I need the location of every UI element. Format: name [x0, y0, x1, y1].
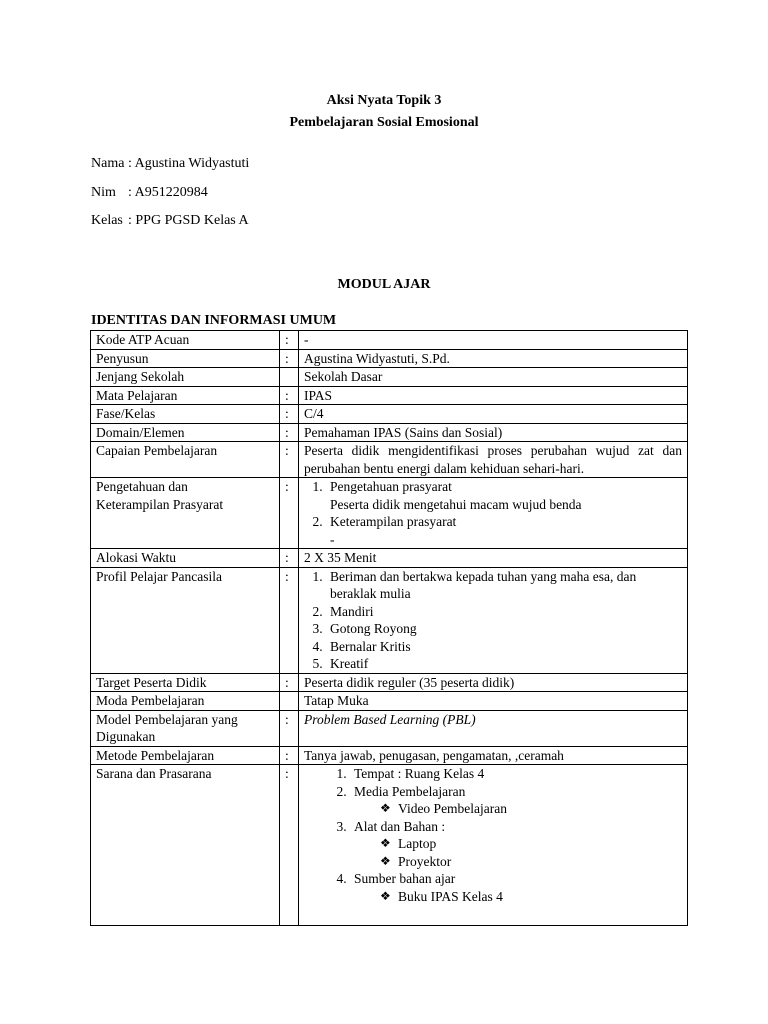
list-item-text: Tempat : Ruang Kelas 4 — [354, 766, 485, 781]
list-item: 1. Beriman dan bertakwa kepada tuhan yang maha esa, dan beraklak mulia — [326, 568, 682, 603]
identity-table — [90, 330, 688, 926]
row-label-line: Digunakan — [96, 729, 156, 744]
row-separator: : — [280, 567, 299, 673]
author-class-value: PPG PGSD Kelas A — [135, 213, 249, 228]
table-row-penyusun — [91, 349, 688, 368]
list-item-text: 1. Pengetahuan prasyarat — [330, 479, 452, 494]
diamond-bullet-icon: ❖ — [380, 853, 391, 868]
row-label: Domain/Elemen — [91, 423, 280, 442]
table-row-domain — [91, 423, 688, 442]
row-separator: : — [280, 549, 299, 568]
list-item-text: Media Pembelajaran — [354, 783, 466, 799]
row-separator: : — [280, 673, 299, 692]
list-item — [326, 513, 682, 548]
row-label: Metode Pembelajaran — [91, 746, 280, 765]
row-label: Target Peserta Didik — [91, 673, 280, 692]
row-value — [299, 710, 688, 746]
bullet-text: Proyektor — [398, 853, 452, 869]
author-nim-line — [91, 184, 208, 202]
bullet-text: Laptop — [398, 836, 437, 851]
list-item — [326, 478, 682, 513]
table-row-mapel — [91, 386, 688, 405]
module-title: MODUL AJAR — [337, 277, 431, 292]
table-row-fase — [91, 405, 688, 424]
row-value: Peserta didik reguler (35 peserta didik) — [299, 673, 688, 692]
table-row-jenjang — [91, 368, 688, 387]
row-label — [91, 478, 280, 549]
row-value: Tatap Muka — [299, 692, 688, 711]
diamond-bullet-icon: ❖ — [380, 801, 391, 815]
bullet-text: Video Pembelajaran — [398, 801, 508, 816]
row-separator — [280, 692, 299, 711]
row-label: Penyusun — [91, 349, 280, 368]
author-name-sep: : — [128, 156, 132, 171]
author-class-line — [91, 212, 249, 230]
bullet-text: Buku IPAS Kelas 4 — [398, 888, 503, 904]
table-row-kode — [91, 331, 688, 350]
row-separator: : — [280, 386, 299, 405]
document-subtitle: Pembelajaran Sosial Emosional — [289, 115, 479, 130]
row-label-line: Keterampilan Prasyarat — [96, 496, 224, 512]
row-separator: : — [280, 405, 299, 424]
bullet-item — [380, 888, 682, 906]
row-label-line: Model Pembelajaran yang — [96, 711, 238, 727]
list-item — [350, 783, 682, 818]
row-label: Profil Pelajar Pancasila — [91, 567, 280, 673]
table-row-sarana — [91, 765, 688, 926]
row-separator: : — [280, 478, 299, 549]
row-value — [299, 567, 688, 673]
row-separator: : — [280, 710, 299, 746]
bullet-list — [354, 800, 682, 818]
row-label: Jenjang Sekolah — [91, 368, 280, 387]
author-nim-key: Nim — [91, 185, 116, 200]
row-separator — [280, 368, 299, 387]
row-value: Pemahaman IPAS (Sains dan Sosial) — [299, 423, 688, 442]
row-separator: : — [280, 442, 299, 478]
sarana-list — [304, 765, 682, 905]
author-name-line — [91, 155, 249, 173]
list-item-subtext: - — [330, 531, 335, 547]
author-class-key: Kelas — [91, 213, 123, 228]
row-label: Alokasi Waktu — [91, 549, 280, 568]
row-label: Fase/Kelas — [91, 405, 280, 424]
bullet-item — [380, 853, 682, 871]
diamond-bullet-icon: ❖ — [380, 888, 391, 903]
list-item — [350, 870, 682, 905]
list-item-text: Alat dan Bahan : — [354, 818, 446, 834]
bullet-list — [354, 835, 682, 870]
row-value: IPAS — [299, 386, 688, 405]
author-class-sep: : — [128, 213, 132, 228]
table-row-alokasi — [91, 549, 688, 568]
row-value — [299, 765, 688, 926]
row-label-line: Pengetahuan dan — [96, 479, 188, 494]
table-row-metode — [91, 746, 688, 765]
row-separator: : — [280, 331, 299, 350]
row-value: Peserta didik mengidentifikasi proses perubahan wujud zat dan perubahan bentu energi dalam kehiduan sehari-hari. — [299, 442, 688, 478]
list-item-subtext: Peserta didik mengetahui macam wujud benda — [330, 496, 582, 512]
list-item: 3. Gotong Royong — [326, 620, 682, 638]
table-row-target — [91, 673, 688, 692]
table-row-profil — [91, 567, 688, 673]
row-value: C/4 — [299, 405, 688, 424]
table-row-moda — [91, 692, 688, 711]
row-label: Kode ATP Acuan — [91, 331, 280, 350]
row-value — [299, 478, 688, 549]
table-row-model — [91, 710, 688, 746]
list-item-text: Sumber bahan ajar — [354, 871, 456, 886]
profil-list — [304, 568, 682, 673]
list-item — [350, 818, 682, 871]
row-value: 2 X 35 Menit — [299, 549, 688, 568]
list-item — [350, 765, 682, 783]
document-title: Aksi Nyata Topik 3 — [326, 93, 442, 108]
row-label: Sarana dan Prasarana — [91, 765, 280, 926]
diamond-bullet-icon: ❖ — [380, 836, 391, 850]
row-value: Sekolah Dasar — [299, 368, 688, 387]
list-item: 4. Bernalar Kritis — [326, 638, 682, 656]
table-row-prasyarat — [91, 478, 688, 549]
row-label: Capaian Pembelajaran — [91, 442, 280, 478]
bullet-item — [380, 800, 682, 818]
author-nim-value: A951220984 — [134, 185, 208, 200]
row-separator: : — [280, 746, 299, 765]
author-nim-sep: : — [128, 185, 132, 200]
list-item: 5. Kreatif — [326, 655, 682, 673]
row-label: Moda Pembelajaran — [91, 692, 280, 711]
row-value: - — [299, 331, 688, 350]
row-label — [91, 710, 280, 746]
bullet-item — [380, 835, 682, 853]
author-name-value: Agustina Widyastuti — [134, 156, 250, 171]
row-separator: : — [280, 423, 299, 442]
section-title: IDENTITAS DAN INFORMASI UMUM — [91, 313, 337, 328]
row-label: Mata Pelajaran — [91, 386, 280, 405]
author-name-key: Nama — [91, 156, 125, 171]
bullet-list — [354, 888, 682, 906]
row-value: Agustina Widyastuti, S.Pd. — [299, 349, 688, 368]
list-item-text: 2. Keterampilan prasyarat — [330, 514, 457, 529]
row-value: Tanya jawab, penugasan, pengamatan, ,ceramah — [299, 746, 688, 765]
model-value: Problem Based Learning (PBL) — [304, 711, 476, 727]
prasyarat-list — [304, 478, 682, 548]
list-item: 2. Mandiri — [326, 603, 682, 621]
table-row-capaian — [91, 442, 688, 478]
row-separator: : — [280, 349, 299, 368]
row-separator: : — [280, 765, 299, 926]
